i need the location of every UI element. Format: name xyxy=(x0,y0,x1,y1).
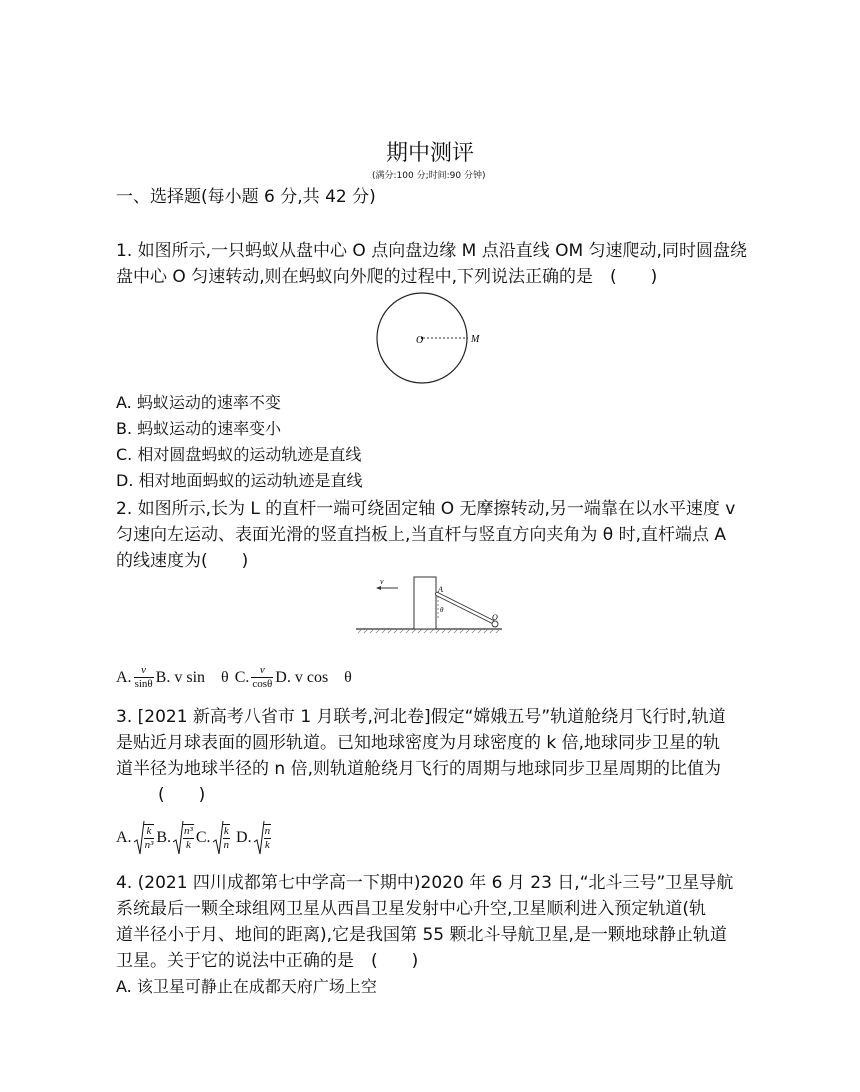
q2-option-c-prefix: C. xyxy=(234,668,250,686)
fraction-numerator: n³ xyxy=(184,825,193,837)
q2-line-1: 2. 如图所示,长为 L 的直杆一端可绕固定轴 O 无摩擦转动,另一端靠在以水平速度 v xyxy=(116,499,736,519)
q2-line-2: 匀速向左运动、表面光滑的竖直挡板上,当直杆与竖直方向夹角为 θ 时,直杆端点 A xyxy=(116,525,727,545)
q1-line-2: 盘中心 O 匀速转动,则在蚂蚁向外爬的过程中,下列说法正确的是 ( ) xyxy=(116,267,658,287)
fraction-numerator: n xyxy=(264,825,271,837)
sqrt-radical-icon xyxy=(254,820,264,856)
q1-option-b: B. 蚂蚁运动的速率变小 xyxy=(116,419,282,438)
q3-option-b-prefix: B. xyxy=(156,829,172,846)
q3-option-a-prefix: A. xyxy=(116,829,132,846)
q4-line-4: 卫星。关于它的说法中正确的是 ( ) xyxy=(116,951,419,971)
sqrt-radical-icon xyxy=(134,820,144,856)
sqrt-radical-icon xyxy=(173,820,183,856)
sqrt-fraction xyxy=(183,824,194,852)
q4-line-2: 系统最后一颗全球组网卫星从西昌卫星发射中心升空,卫星顺利进入预定轨道(轨 xyxy=(116,899,707,919)
figure-label-v: v xyxy=(380,577,384,586)
velocity-arrowhead xyxy=(376,586,381,590)
fraction-denominator: cosθ xyxy=(252,678,273,690)
q3-options xyxy=(116,820,271,856)
q2-rod-figure xyxy=(354,574,504,634)
q4-line-3: 道半径小于月、地间的距离),它是我国第 55 颗北斗导航卫星,是一颗地球静止轨道 xyxy=(116,925,727,945)
section-heading: 一、选择题(每小题 6 分,共 42 分) xyxy=(116,187,376,207)
figure-label-o: O xyxy=(492,613,498,622)
q3-line-1: 3. [2021 新高考八省市 1 月联考,河北卷]假定“嫦娥五号”轨道舱绕月飞行时,轨道 xyxy=(116,707,726,727)
fraction-denominator: n³ xyxy=(144,839,154,851)
q1-line-1: 1. 如图所示,一只蚂蚁从盘中心 O 点向盘边缘 M 点沿直线 OM 匀速爬动,同时圆盘绕 xyxy=(116,241,747,261)
sqrt-fraction xyxy=(223,824,231,852)
q2-line-3: 的线速度为( ) xyxy=(116,551,249,571)
page-title: 期中测评 xyxy=(386,141,475,166)
q4-line-1: 4. (2021 四川成都第七中学高一下期中)2020 年 6 月 23 日,“北斗三号”卫星导航 xyxy=(116,873,734,893)
fraction-denominator: sinθ xyxy=(134,678,153,690)
fraction-numerator: k xyxy=(223,825,229,837)
page-subtitle: (满分:100 分;时间:90 分钟) xyxy=(372,171,486,181)
sqrt-fraction xyxy=(264,824,272,852)
q2-option-a-prefix: A. xyxy=(116,668,132,686)
sqrt-radical-icon xyxy=(213,820,223,856)
figure-label-o: O xyxy=(416,335,424,346)
q2-option-b: B. v sin θ xyxy=(155,668,229,686)
q1-option-d: D. 相对地面蚂蚁的运动轨迹是直线 xyxy=(116,471,363,490)
q3-option-a-sqrt xyxy=(134,820,155,856)
fraction-denominator: k xyxy=(264,839,270,851)
q3-line-2: 是贴近月球表面的圆形轨道。已知地球密度为月球密度的 k 倍,地球同步卫星的轨 xyxy=(116,733,721,753)
q3-option-d-sqrt xyxy=(254,820,272,856)
q1-option-a: A. 蚂蚁运动的速率不变 xyxy=(116,393,281,412)
figure-label-theta: θ xyxy=(440,606,444,614)
fraction-numerator: k xyxy=(144,825,155,839)
q4-option-a: A. 该卫星可静止在成都天府广场上空 xyxy=(116,977,377,996)
sqrt-fraction xyxy=(144,824,155,852)
q3-option-c-sqrt xyxy=(213,820,231,856)
q3-option-b-sqrt xyxy=(173,820,194,856)
fraction-numerator: v xyxy=(251,664,273,678)
q2-option-c-fraction xyxy=(251,664,273,691)
vertical-baffle xyxy=(414,577,436,629)
q3-option-d-prefix: D. xyxy=(236,829,252,846)
q2-option-a-fraction xyxy=(134,664,154,691)
q3-option-c-prefix: C. xyxy=(195,829,211,846)
q3-line-4: ( ) xyxy=(158,785,206,805)
fraction-denominator: k xyxy=(186,839,191,851)
q1-disk-figure xyxy=(376,290,480,386)
fraction-numerator: v xyxy=(134,664,154,678)
fraction-denominator: n xyxy=(223,839,230,851)
figure-label-m: M xyxy=(471,334,480,345)
q2-option-d: D. v cos θ xyxy=(275,668,352,686)
q1-option-c: C. 相对圆盘蚂蚁的运动轨迹是直线 xyxy=(116,445,362,464)
figure-label-a: A xyxy=(438,585,443,594)
q3-line-3: 道半径为地球半径的 n 倍,则轨道舱绕月飞行的周期与地球同步卫星周期的比值为 xyxy=(116,759,721,779)
rod-fill xyxy=(437,594,495,623)
q2-options xyxy=(116,664,352,691)
